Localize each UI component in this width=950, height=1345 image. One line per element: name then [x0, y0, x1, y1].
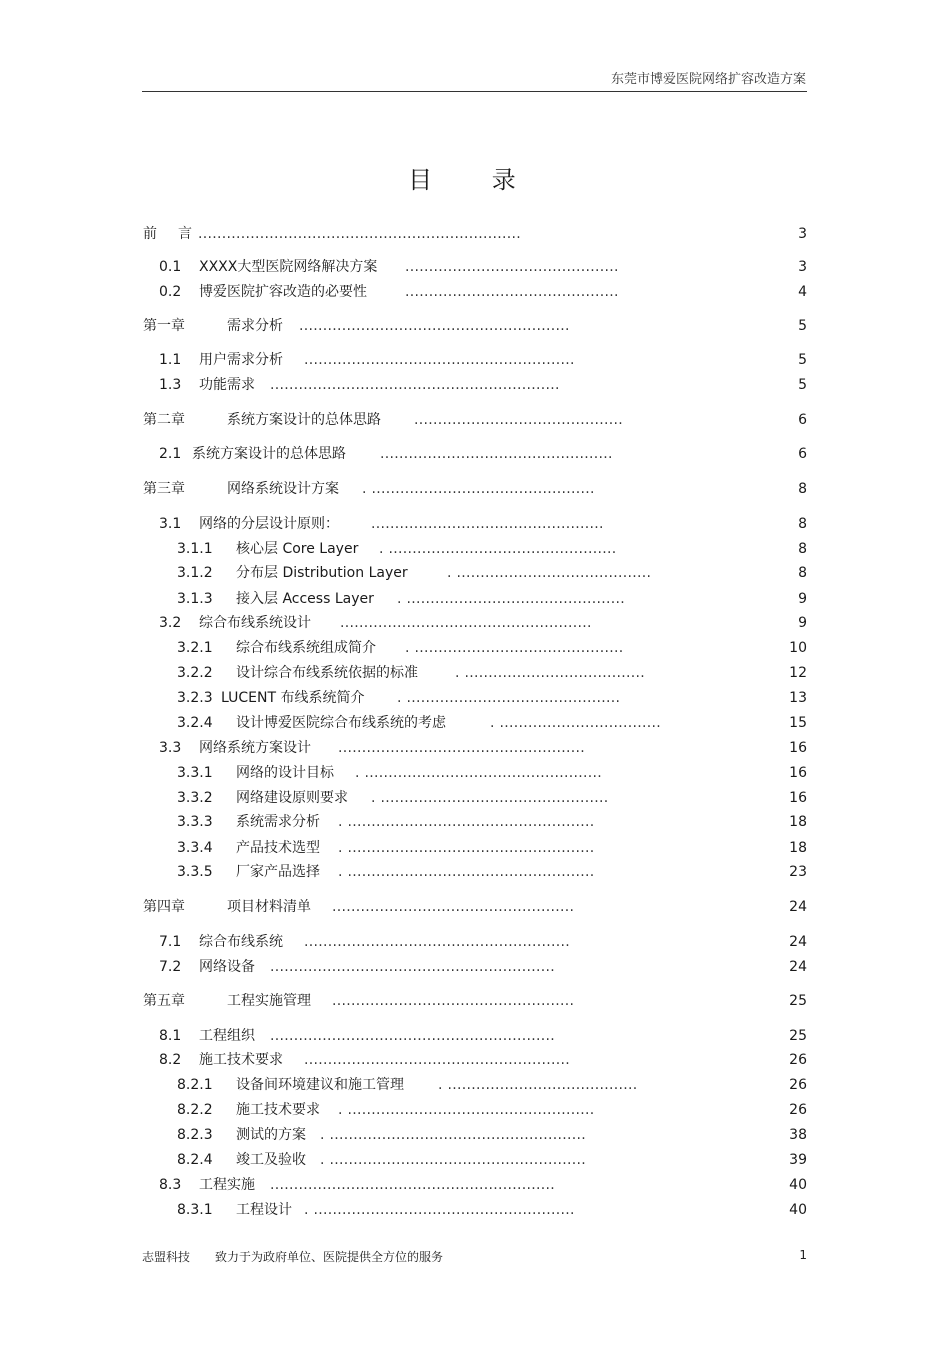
- toc-entry-leader-dots: ............................................................: [270, 1177, 556, 1193]
- toc-entry-number: 第五章: [143, 993, 185, 1009]
- toc-entry-page-number: 18: [789, 840, 807, 856]
- toc-entry-leader-dots: . ................................................: [379, 541, 617, 557]
- toc-entry-leader-dots: . .........................................: [447, 565, 652, 581]
- toc-entry-page-number: 24: [789, 899, 807, 915]
- toc-entry-leader-dots: ....................................................................: [198, 226, 522, 242]
- toc-entry-page-number: 26: [789, 1102, 807, 1118]
- toc-entry-label: LUCENT 布线系统简介: [221, 690, 365, 706]
- toc-entry-leader-dots: .........................................................: [304, 352, 575, 368]
- toc-entry-label: 施工技术要求: [236, 1102, 320, 1118]
- toc-entry-label: 用户需求分析: [199, 352, 283, 368]
- toc-entry-label: 网络系统方案设计: [199, 740, 311, 756]
- toc-entry-leader-dots: ............................................................: [270, 959, 556, 975]
- toc-entry-leader-dots: . .............................................: [397, 690, 621, 706]
- toc-title: 目 录: [408, 166, 542, 194]
- toc-entry[interactable]: [0, 410, 950, 430]
- toc-entry-label: 分布层 Distribution Layer: [236, 565, 408, 581]
- toc-entry-page-number: 5: [798, 318, 807, 334]
- header-divider: [142, 91, 807, 92]
- toc-entry-page-number: 8: [798, 481, 807, 497]
- toc-entry[interactable]: [0, 589, 950, 609]
- toc-entry-number: 第四章: [143, 899, 185, 915]
- toc-entry-page-number: 23: [789, 864, 807, 880]
- toc-entry-page-number: 9: [798, 591, 807, 607]
- toc-entry[interactable]: [0, 1175, 950, 1195]
- toc-entry-number: 第二章: [143, 412, 185, 428]
- toc-entry[interactable]: [0, 257, 950, 277]
- toc-entry-label: 接入层 Access Layer: [236, 591, 374, 607]
- toc-entry-page-number: 16: [789, 765, 807, 781]
- toc-entry-number: 3.2.1: [177, 640, 213, 656]
- toc-entry[interactable]: [0, 613, 950, 633]
- toc-entry-number: 3.1.2: [177, 565, 213, 581]
- toc-entry[interactable]: [0, 514, 950, 534]
- toc-entry-leader-dots: . ....................................................: [338, 840, 595, 856]
- toc-entry-number: 3.1: [159, 516, 182, 532]
- footer-company: 志盟科技: [142, 1250, 191, 1264]
- toc-entry-page-number: 24: [789, 959, 807, 975]
- toc-entry-label: 网络的分层设计原则：: [199, 516, 339, 532]
- toc-entry-leader-dots: . ......................................................: [320, 1152, 587, 1168]
- toc-entry-page-number: 10: [789, 640, 807, 656]
- toc-entry-leader-dots: .............................................: [405, 284, 619, 300]
- toc-entry-page-number: 5: [798, 377, 807, 393]
- toc-entry[interactable]: [0, 812, 950, 832]
- toc-entry[interactable]: [0, 688, 950, 708]
- toc-entry-label: 工程实施管理: [227, 993, 311, 1009]
- toc-entry-page-number: 3: [798, 226, 807, 242]
- toc-entry[interactable]: [0, 1075, 950, 1095]
- toc-entry-label: 系统方案设计的总体思路: [227, 412, 381, 428]
- toc-entry-number: 8.2: [159, 1052, 182, 1068]
- toc-entry-leader-dots: ....................................................: [338, 740, 586, 756]
- toc-entry[interactable]: [0, 713, 950, 733]
- toc-entry-leader-dots: . ..................................: [490, 715, 662, 731]
- toc-entry-leader-dots: .............................................................: [270, 377, 560, 393]
- toc-entry-leader-dots: ............................................: [414, 412, 624, 428]
- toc-entry-leader-dots: . ...............................................: [362, 481, 595, 497]
- toc-entry[interactable]: [0, 1050, 950, 1070]
- toc-entry-leader-dots: . ....................................................: [338, 864, 595, 880]
- toc-entry-label: 施工技术要求: [199, 1052, 283, 1068]
- toc-entry-label: 设计综合布线系统依据的标准: [236, 665, 418, 681]
- toc-entry-leader-dots: . ..................................................: [355, 765, 603, 781]
- toc-entry-page-number: 6: [798, 412, 807, 428]
- toc-entry-page-number: 3: [798, 259, 807, 275]
- toc-entry-page-number: 16: [789, 740, 807, 756]
- toc-entry[interactable]: [0, 1200, 950, 1220]
- toc-entry-leader-dots: ........................................................: [304, 934, 571, 950]
- toc-entry-leader-dots: ........................................................: [304, 1052, 571, 1068]
- toc-entry-label: 核心层 Core Layer: [236, 541, 359, 557]
- toc-entry-number: 3.3.1: [177, 765, 213, 781]
- toc-entry-label: 网络建设原则要求: [236, 790, 348, 806]
- toc-entry-label: 博爱医院扩容改造的必要性: [199, 284, 367, 300]
- toc-entry-leader-dots: . ........................................: [438, 1077, 638, 1093]
- toc-entry-number: 8.2.1: [177, 1077, 213, 1093]
- toc-entry-number: 3.2.4: [177, 715, 213, 731]
- toc-entry-leader-dots: . .......................................................: [304, 1202, 575, 1218]
- toc-entry-page-number: 39: [789, 1152, 807, 1168]
- toc-entry-label: 系统需求分析: [236, 814, 320, 830]
- toc-entry-page-number: 24: [789, 934, 807, 950]
- toc-entry-number: 0.1: [159, 259, 182, 275]
- toc-entry-page-number: 8: [798, 541, 807, 557]
- toc-entry-number: 8.3.1: [177, 1202, 213, 1218]
- toc-entry-leader-dots: . ..............................................: [397, 591, 626, 607]
- toc-entry-number: 3.3.4: [177, 840, 213, 856]
- toc-entry-leader-dots: .................................................: [380, 446, 613, 462]
- toc-entry-leader-dots: ...................................................: [332, 993, 575, 1009]
- toc-entry-number: 8.2.2: [177, 1102, 213, 1118]
- toc-entry-number: 第一章: [143, 318, 185, 334]
- toc-entry-page-number: 26: [789, 1052, 807, 1068]
- toc-entry[interactable]: [0, 1125, 950, 1145]
- toc-entry-number: 2.1: [159, 446, 182, 462]
- toc-entry-number: 3.1.3: [177, 591, 213, 607]
- toc-entry[interactable]: [0, 738, 950, 758]
- toc-entry-number: 3.3: [159, 740, 182, 756]
- toc-entry[interactable]: [0, 1026, 950, 1046]
- toc-entry-number: 8.2.4: [177, 1152, 213, 1168]
- toc-entry[interactable]: [0, 638, 950, 658]
- toc-entry-page-number: 8: [798, 516, 807, 532]
- toc-entry-leader-dots: .................................................: [371, 516, 604, 532]
- toc-entry[interactable]: [0, 957, 950, 977]
- toc-entry-label: 工程组织: [199, 1028, 255, 1044]
- toc-entry-number: 0.2: [159, 284, 182, 300]
- toc-entry-label: 需求分析: [227, 318, 283, 334]
- toc-entry-page-number: 38: [789, 1127, 807, 1143]
- toc-entry[interactable]: [0, 563, 950, 583]
- toc-entry[interactable]: [0, 316, 950, 336]
- footer-tagline: 致力于为政府单位、医院提供全方位的服务: [215, 1250, 444, 1264]
- toc-entry-page-number: 40: [789, 1202, 807, 1218]
- toc-entry-label: 网络的设计目标: [236, 765, 334, 781]
- toc-entry-leader-dots: .............................................: [405, 259, 619, 275]
- toc-entry-page-number: 12: [789, 665, 807, 681]
- toc-entry-page-number: 5: [798, 352, 807, 368]
- toc-entry-leader-dots: . ............................................: [405, 640, 624, 656]
- toc-entry-page-number: 15: [789, 715, 807, 731]
- toc-entry-number: 3.2: [159, 615, 182, 631]
- toc-entry[interactable]: [0, 897, 950, 917]
- toc-entry[interactable]: [0, 479, 950, 499]
- toc-entry-number: 7.1: [159, 934, 182, 950]
- toc-entry-page-number: 4: [798, 284, 807, 300]
- toc-entry-page-number: 9: [798, 615, 807, 631]
- toc-entry-number: 8.1: [159, 1028, 182, 1044]
- toc-entry-page-number: 25: [789, 1028, 807, 1044]
- toc-entry-number: 3.1.1: [177, 541, 213, 557]
- toc-entry-number: 3.2.2: [177, 665, 213, 681]
- toc-entry-label: 综合布线系统设计: [199, 615, 311, 631]
- toc-entry[interactable]: [0, 539, 950, 559]
- toc-entry-label: 系统方案设计的总体思路: [192, 446, 346, 462]
- toc-entry-label: 网络系统设计方案: [227, 481, 339, 497]
- toc-entry[interactable]: [0, 862, 950, 882]
- toc-entry-label: 项目材料清单: [227, 899, 311, 915]
- toc-entry-label: 工程设计: [236, 1202, 292, 1218]
- toc-entry-label: 竣工及验收: [236, 1152, 306, 1168]
- toc-entry-number: 3.3.5: [177, 864, 213, 880]
- toc-entry[interactable]: [0, 224, 950, 244]
- toc-entry-label: 设计博爱医院综合布线系统的考虑: [236, 715, 446, 731]
- toc-entry-leader-dots: . ................................................: [371, 790, 609, 806]
- toc-entry-leader-dots: ...................................................: [332, 899, 575, 915]
- toc-entry-label: 测试的方案: [236, 1127, 306, 1143]
- toc-entry-label: 产品技术选型: [236, 840, 320, 856]
- toc-entry-number: 1.1: [159, 352, 182, 368]
- toc-entry[interactable]: [0, 444, 950, 464]
- toc-entry[interactable]: [0, 838, 950, 858]
- toc-entry-number: 3.3.2: [177, 790, 213, 806]
- toc-entry-leader-dots: .........................................................: [299, 318, 570, 334]
- toc-entry-leader-dots: . ......................................: [455, 665, 646, 681]
- running-header: 东莞市博爱医院网络扩容改造方案: [610, 72, 806, 87]
- toc-entry-number: 3.3.3: [177, 814, 213, 830]
- toc-entry-label: 综合布线系统: [199, 934, 283, 950]
- footer-page-number: 1: [799, 1248, 807, 1262]
- toc-entry-leader-dots: . ....................................................: [338, 814, 595, 830]
- toc-entry[interactable]: [0, 1150, 950, 1170]
- toc-entry-label: 言: [178, 226, 192, 242]
- toc-entry-page-number: 26: [789, 1077, 807, 1093]
- toc-entry[interactable]: [0, 1100, 950, 1120]
- toc-entry-page-number: 18: [789, 814, 807, 830]
- toc-entry-page-number: 25: [789, 993, 807, 1009]
- toc-entry-number: 8.3: [159, 1177, 182, 1193]
- toc-entry-leader-dots: .....................................................: [340, 615, 592, 631]
- toc-entry-label: 设备间环境建议和施工管理: [236, 1077, 404, 1093]
- toc-entry[interactable]: [0, 788, 950, 808]
- toc-entry-page-number: 40: [789, 1177, 807, 1193]
- toc-entry-leader-dots: . ......................................................: [320, 1127, 587, 1143]
- toc-entry[interactable]: [0, 350, 950, 370]
- toc-entry[interactable]: [0, 763, 950, 783]
- toc-entry-page-number: 8: [798, 565, 807, 581]
- toc-entry-label: 功能需求: [199, 377, 255, 393]
- toc-entry-page-number: 6: [798, 446, 807, 462]
- toc-entry-leader-dots: . ....................................................: [338, 1102, 595, 1118]
- toc-entry-number: 前: [143, 226, 157, 242]
- toc-entry-number: 8.2.3: [177, 1127, 213, 1143]
- toc-entry[interactable]: [0, 991, 950, 1011]
- toc-entry-label: XXXX大型医院网络解决方案: [199, 259, 378, 275]
- toc-entry-label: 厂家产品选择: [236, 864, 320, 880]
- toc-entry-number: 1.3: [159, 377, 182, 393]
- toc-entry[interactable]: [0, 663, 950, 683]
- toc-entry-label: 工程实施: [199, 1177, 255, 1193]
- toc-entry[interactable]: [0, 375, 950, 395]
- toc-entry[interactable]: [0, 932, 950, 952]
- toc-entry-page-number: 16: [789, 790, 807, 806]
- toc-entry-label: 网络设备: [199, 959, 255, 975]
- toc-entry-leader-dots: ............................................................: [270, 1028, 556, 1044]
- toc-entry[interactable]: [0, 282, 950, 302]
- toc-entry-number: 7.2: [159, 959, 182, 975]
- toc-entry-number: 3.2.3: [177, 690, 213, 706]
- toc-entry-number: 第三章: [143, 481, 185, 497]
- toc-entry-page-number: 13: [789, 690, 807, 706]
- toc-entry-label: 综合布线系统组成简介: [236, 640, 376, 656]
